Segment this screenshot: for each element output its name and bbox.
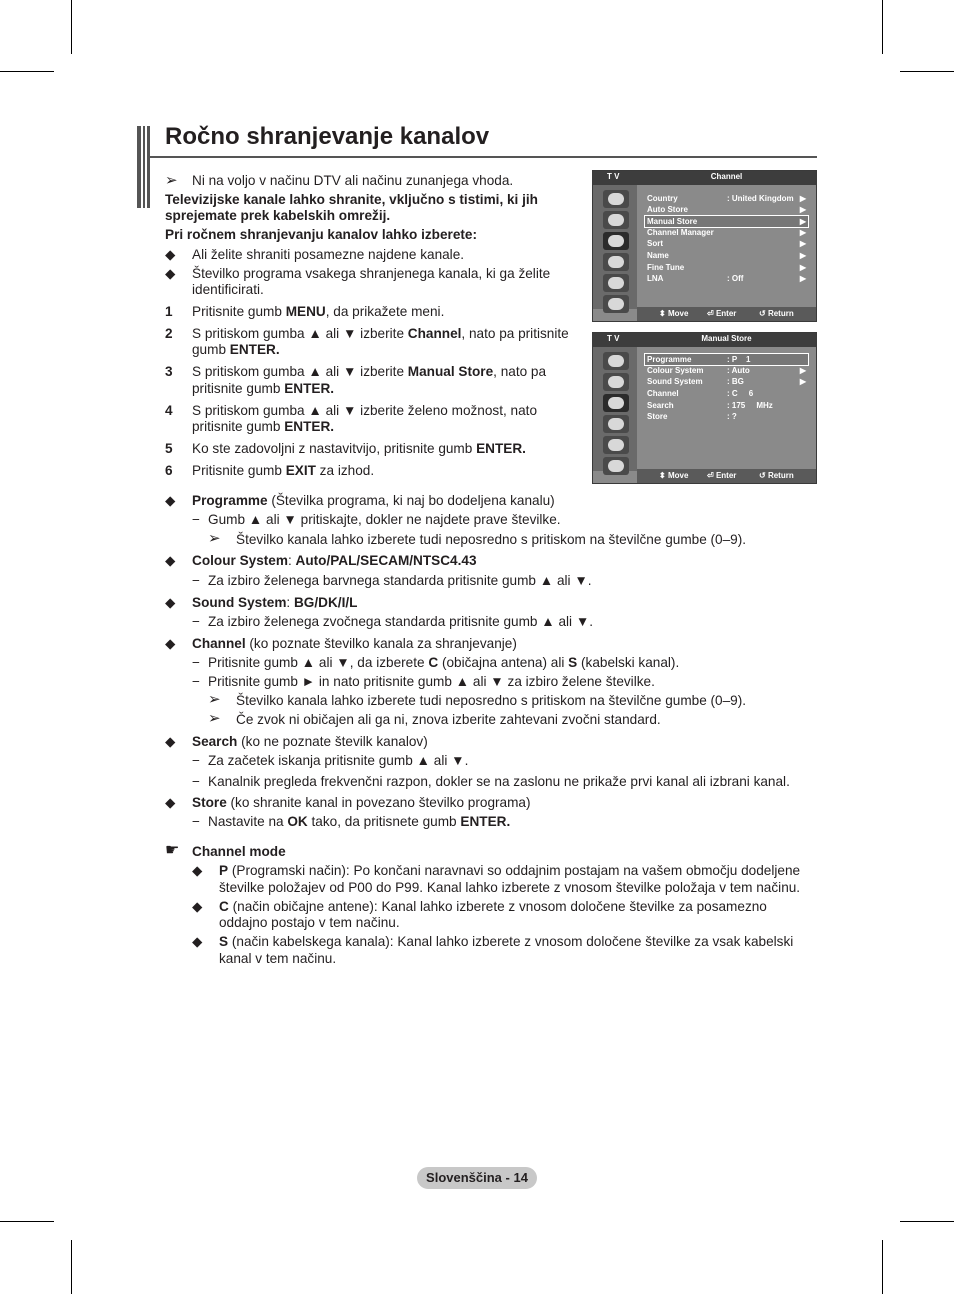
menu-row-auto-store[interactable]: Auto Store ▶ — [647, 205, 806, 214]
arrow-right-icon: ▶ — [799, 263, 806, 272]
option-colour-system: Colour System: Auto/PAL/SECAM/NTSC4.43 — [192, 553, 477, 568]
return-hint: ↺ Return — [759, 471, 794, 480]
arrow-right-icon: ▶ — [799, 274, 806, 283]
arrow-right-icon: ▶ — [799, 251, 806, 260]
menu-row-lna[interactable]: LNA : Off ▶ — [647, 274, 806, 283]
arrow-right-icon: ▶ — [799, 228, 806, 237]
option-detail: Za začetek iskanja pritisnite gumb ▲ ali ▼. — [208, 753, 469, 768]
step-number: 5 — [165, 441, 173, 456]
menu-title: Manual Store — [701, 334, 752, 343]
tv-menu-manual-store — [592, 332, 817, 484]
menu-row-channel[interactable]: Channel : C 6 — [647, 389, 754, 398]
step-number: 1 — [165, 304, 173, 319]
mode-s-text: kanal v tem načinu. — [219, 951, 337, 966]
menu-row-search[interactable]: Search : 175 MHz — [647, 401, 773, 410]
menu-panel — [641, 351, 810, 463]
dash: − — [192, 774, 200, 789]
sound-icon[interactable] — [603, 373, 629, 391]
bullet-text: Ali želite shraniti posamezne najdene kanale. — [192, 247, 465, 262]
tv-menu-channel — [592, 170, 817, 322]
menu-sidebar — [593, 347, 637, 471]
step-text: gumb ENTER. — [192, 342, 280, 357]
crop-mark — [882, 1240, 883, 1294]
menu-row-programme[interactable]: Programme : P 1 — [644, 353, 809, 366]
step-number: 2 — [165, 326, 173, 341]
step-text: Ko ste zadovoljni z nastavitvijo, pritisnite gumb ENTER. — [192, 441, 526, 456]
crop-mark — [71, 1240, 72, 1294]
option-detail: Gumb ▲ ali ▼ pritiskajte, dokler ne najdete prave številke. — [208, 512, 561, 527]
crop-mark — [71, 0, 72, 54]
diamond-icon: ◆ — [192, 899, 203, 914]
step-number: 4 — [165, 403, 173, 418]
diamond-icon: ◆ — [192, 934, 203, 949]
crop-mark — [882, 0, 883, 54]
menu-tv-label: T V — [607, 334, 620, 343]
diamond-icon: ◆ — [165, 595, 176, 610]
crop-mark — [0, 1221, 54, 1222]
step-number: 3 — [165, 364, 173, 379]
pointing-hand-icon: ☛ — [165, 842, 180, 859]
option-note: Če zvok ni običajen ali ga ni, znova izberite zahtevani zvočni standard. — [236, 712, 661, 727]
diamond-icon: ◆ — [165, 247, 176, 262]
note-arrow-icon: ➢ — [165, 172, 178, 189]
setup-icon[interactable] — [603, 415, 629, 433]
menu-footer — [637, 307, 816, 321]
option-detail: Pritisnite gumb ▲ ali ▼, da izberete C (običajna antena) ali S (kabelski kanal). — [208, 655, 680, 670]
dash: − — [192, 753, 200, 768]
diamond-icon: ◆ — [165, 553, 176, 568]
intro-bold-line: sprejemate prek kabelskih omrežij. — [165, 208, 391, 223]
move-hint: ⬍ Move — [659, 471, 689, 480]
option-detail: Za izbiro želenega barvnega standarda pritisnite gumb ▲ ali ▼. — [208, 573, 592, 588]
digital-icon[interactable] — [603, 457, 629, 475]
step-text: pritisnite gumb ENTER. — [192, 381, 335, 396]
bullet-text: Številko programa vsakega shranjenega kanala, ki ga želite — [192, 266, 551, 281]
step-text: S pritiskom gumba ▲ ali ▼ izberite Channel, nato pa pritisnite — [192, 326, 569, 341]
mode-s-text: S (način kabelskega kanala): Kanal lahko izberete z vnosom določene številke za vsak kabelski — [219, 934, 794, 949]
sound-icon[interactable] — [603, 211, 629, 229]
diamond-icon: ◆ — [165, 493, 176, 508]
option-note: Številko kanala lahko izberete tudi neposredno s pritiskom na številčne gumbe (0–9). — [236, 532, 747, 547]
page-title: Ročno shranjevanje kanalov — [165, 123, 490, 150]
dash: − — [192, 655, 200, 670]
enter-hint: ⏎ Enter — [707, 471, 737, 480]
mode-c-text: C (način običajne antene): Kanal lahko izberete z vnosom določene številke za posamezno — [219, 899, 767, 914]
title-rule — [150, 156, 817, 158]
dash: − — [192, 573, 200, 588]
menu-sidebar — [593, 185, 637, 309]
option-sound-system: Sound System: BG/DK/I/L — [192, 595, 358, 610]
crop-mark — [0, 71, 54, 72]
crop-mark — [900, 71, 954, 72]
note-arrow-icon: ➢ — [208, 530, 221, 547]
menu-row-country[interactable]: Country : United Kingdom ▶ — [647, 194, 806, 203]
mode-c-text: oddajno postajo v tem načinu. — [219, 915, 400, 930]
setup-icon[interactable] — [603, 253, 629, 271]
mode-p-text: številke položajev od P00 do P99. Kanal lahko izberete z vnosom številke položaja v tem načinu. — [219, 880, 801, 895]
step-text: Pritisnite gumb MENU, da prikažete meni. — [192, 304, 445, 319]
diamond-icon: ◆ — [192, 863, 203, 878]
note-arrow-icon: ➢ — [208, 710, 221, 727]
input-icon[interactable] — [603, 436, 629, 454]
option-programme: Programme (Številka programa, ki naj bo dodeljena kanalu) — [192, 493, 555, 508]
channel-icon[interactable] — [603, 232, 629, 250]
option-note: Številko kanala lahko izberete tudi neposredno s pritiskom na številčne gumbe (0–9). — [236, 693, 747, 708]
menu-row-sound-system[interactable]: Sound System : BG ▶ — [647, 377, 806, 386]
menu-row-store[interactable]: Store : ? — [647, 412, 737, 421]
arrow-right-icon: ▶ — [799, 194, 806, 203]
menu-tv-label: T V — [607, 172, 620, 181]
diamond-icon: ◆ — [165, 266, 176, 281]
arrow-right-icon: ▶ — [799, 377, 806, 386]
dash: − — [192, 814, 200, 829]
step-text: S pritiskom gumba ▲ ali ▼ izberite želeno možnost, nato — [192, 403, 538, 418]
intro-bold-line: Pri ročnem shranjevanju kanalov lahko izberete: — [165, 227, 478, 242]
menu-row-fine-tune[interactable]: Fine Tune ▶ — [647, 263, 806, 272]
crop-mark — [900, 1221, 954, 1222]
dash: − — [192, 614, 200, 629]
menu-row-manual-store[interactable]: Manual Store ▶ — [644, 215, 809, 228]
option-search: Search (ko ne poznate številk kanalov) — [192, 734, 428, 749]
channel-icon[interactable] — [603, 394, 629, 412]
intro-bold-line: Televizijske kanale lahko shranite, vključno s tistimi, ki jih — [165, 192, 538, 207]
dash: − — [192, 674, 200, 689]
option-store: Store (ko shranite kanal in povezano številko programa) — [192, 795, 531, 810]
enter-hint: ⏎ Enter — [707, 309, 737, 318]
arrow-right-icon: ▶ — [799, 239, 806, 248]
intro-note: ➢ Ni na voljo v načinu DTV ali načinu zunanjega vhoda. — [165, 172, 514, 189]
input-icon[interactable] — [603, 274, 629, 292]
menu-row-channel-manager[interactable]: Channel Manager ▶ — [647, 228, 806, 237]
page-number-badge: Slovenščina - 14 — [417, 1167, 537, 1189]
dash: − — [192, 512, 200, 527]
move-hint: ⬍ Move — [659, 309, 689, 318]
bullet-text: identificirati. — [192, 282, 264, 297]
menu-title: Channel — [710, 172, 743, 181]
option-detail: Za izbiro želenega zvočnega standarda pritisnite gumb ▲ ali ▼. — [208, 614, 594, 629]
option-detail: Nastavite na OK tako, da pritisnete gumb ENTER. — [208, 814, 511, 829]
menu-panel — [641, 189, 810, 301]
step-number: 6 — [165, 463, 173, 478]
note-arrow-icon: ➢ — [208, 691, 221, 708]
step-text: Pritisnite gumb EXIT za izhod. — [192, 463, 375, 478]
arrow-right-icon: ▶ — [799, 366, 806, 375]
diamond-icon: ◆ — [165, 795, 176, 810]
menu-row-sort[interactable]: Sort ▶ — [647, 239, 806, 248]
step-text: pritisnite gumb ENTER. — [192, 419, 335, 434]
diamond-icon: ◆ — [165, 636, 176, 651]
step-text: S pritiskom gumba ▲ ali ▼ izberite Manual Store, nato pa — [192, 364, 547, 379]
digital-icon[interactable] — [603, 295, 629, 313]
picture-icon[interactable] — [603, 352, 629, 370]
channel-mode-heading: Channel mode — [192, 844, 286, 859]
option-detail: Kanalnik pregleda frekvenčni razpon, dokler se na zaslonu ne prikaže prvi kanal ali izbrani kanal. — [208, 774, 790, 789]
menu-footer — [637, 469, 816, 483]
menu-row-colour-system[interactable]: Colour System : Auto ▶ — [647, 366, 806, 375]
diamond-icon: ◆ — [165, 734, 176, 749]
arrow-right-icon: ▶ — [799, 205, 806, 214]
arrow-right-icon: ▶ — [799, 217, 806, 226]
option-detail: Pritisnite gumb ► in nato pritisnite gumb ▲ ali ▼ za izbiro želene številke. — [208, 674, 655, 689]
return-hint: ↺ Return — [759, 309, 794, 318]
option-channel: Channel (ko poznate številko kanala za shranjevanje) — [192, 636, 517, 651]
mode-p-text: P (Programski način): Po končani naravnavi so oddajnim postajam na vašem območju dodeljene — [219, 863, 801, 878]
menu-row-name[interactable]: Name ▶ — [647, 251, 806, 260]
picture-icon[interactable] — [603, 190, 629, 208]
